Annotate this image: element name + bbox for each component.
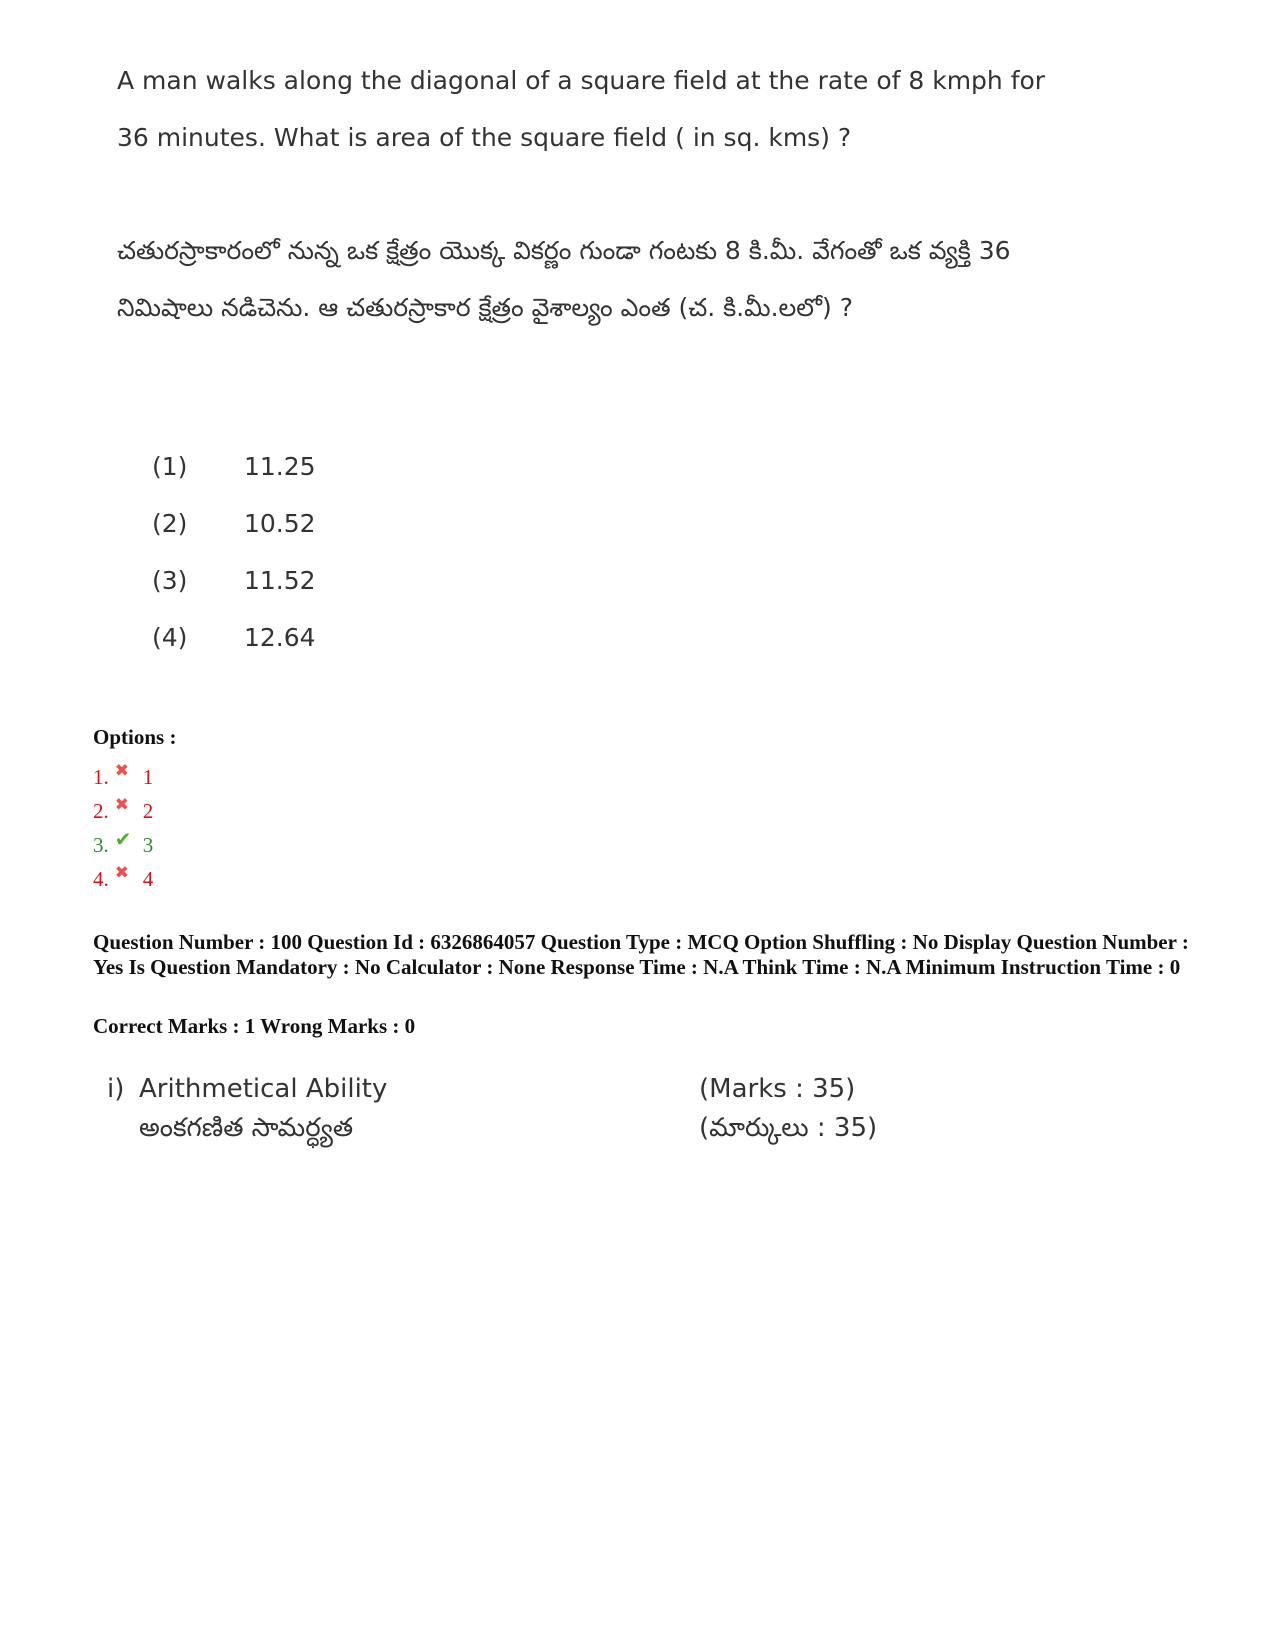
question-metadata: Question Number : 100 Question Id : 6326864057 Question Type : MCQ Option Shuffling : No Display Question Number : Yes Is Question Mandatory : No Calculator : None Response Time : N.A Think Time : N.A Minimum Instruction Time : 0	[93, 930, 1189, 979]
marks-info: Correct Marks : 1 Wrong Marks : 0	[93, 1014, 416, 1038]
option-item	[93, 760, 153, 794]
answer-choice	[152, 566, 316, 623]
section-row-english	[107, 1074, 967, 1113]
section-row-telugu	[107, 1113, 967, 1152]
section-marks-telugu: (మార్కులు : 35)	[699, 1113, 878, 1143]
choice-number: (4)	[152, 623, 188, 652]
option-index: 3.	[93, 832, 109, 857]
option-item	[93, 828, 153, 862]
choice-number: (1)	[152, 452, 188, 481]
option-label: 2	[142, 798, 154, 823]
choice-number: (2)	[152, 509, 188, 538]
choice-number: (3)	[152, 566, 188, 595]
check-icon: ✔	[114, 828, 132, 851]
choice-value: 11.25	[244, 452, 316, 481]
option-index: 1.	[93, 764, 109, 789]
answer-choice	[152, 509, 316, 566]
answer-choices	[152, 452, 316, 680]
cross-icon: ✖	[114, 761, 129, 780]
section-title-telugu: అంకగణిత సామర్ధ్యత	[139, 1113, 354, 1143]
option-index: 4.	[93, 866, 109, 891]
section-prefix: i)	[107, 1074, 125, 1104]
choice-value: 12.64	[244, 623, 316, 652]
section-marks-english: (Marks : 35)	[699, 1074, 856, 1104]
section-header	[107, 1074, 967, 1152]
question-text-telugu: చతురస్రాకారంలో నున్న ఒక క్షేత్రం యొక్క వికర్ణం గుండా గంటకు 8 కి.మీ. వేగంతో ఒక వ్యక్తి 36 నిమిషాలు నడిచెను. ఆ చతురస్రాకార క్షేత్రం వైశాల్యం ఎంత (చ. కి.మీ.లలో) ?	[117, 236, 1011, 322]
question-text-english: A man walks along the diagonal of a square field at the rate of 8 kmph for 36 minutes. What is area of the square field ( in sq. kms) ?	[117, 66, 1046, 152]
answer-choice	[152, 623, 316, 680]
option-item	[93, 794, 153, 828]
option-label: 3	[142, 832, 154, 857]
choice-value: 11.52	[244, 566, 316, 595]
option-label: 4	[142, 866, 154, 891]
section-title-english: Arithmetical Ability	[139, 1074, 388, 1104]
cross-icon: ✖	[114, 863, 129, 882]
choice-value: 10.52	[244, 509, 316, 538]
answer-choice	[152, 452, 316, 509]
options-list	[93, 760, 153, 896]
options-heading: Options :	[93, 725, 177, 749]
cross-icon: ✖	[114, 795, 129, 814]
option-label: 1	[142, 764, 154, 789]
option-item	[93, 862, 153, 896]
option-index: 2.	[93, 798, 109, 823]
